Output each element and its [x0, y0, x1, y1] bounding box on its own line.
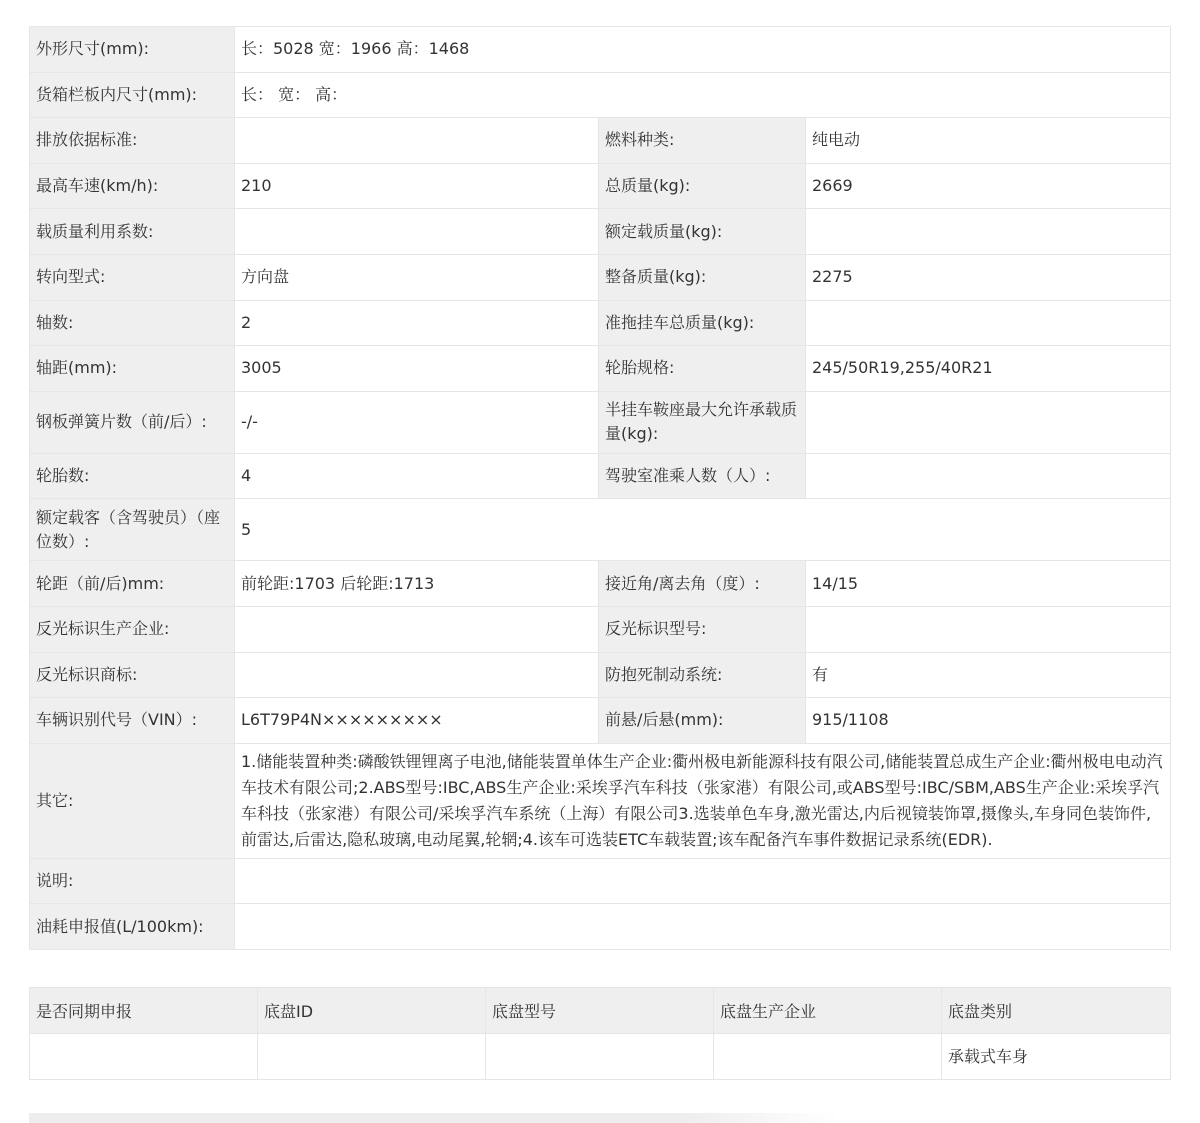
seats-label: 额定载客（含驾驶员）（座位数）: — [30, 499, 235, 561]
spec-row — [30, 453, 1171, 499]
wheelbase-label: 轴距(mm): — [30, 346, 235, 392]
chassis-row — [30, 1034, 1171, 1080]
spec-row — [30, 209, 1171, 255]
reflector-maker-value — [235, 606, 599, 652]
spec-row-dimensions — [30, 27, 1171, 73]
chassis-table — [29, 987, 1171, 1080]
vehicle-spec-table — [29, 26, 1171, 950]
tire-spec-value: 245/50R19,255/40R21 — [806, 346, 1171, 392]
tire-count-value: 4 — [235, 453, 599, 499]
emission-label: 排放依据标准: — [30, 118, 235, 164]
saddle-load-value — [806, 391, 1171, 453]
fuel-consumption-value — [235, 904, 1171, 950]
chassis-header: 底盘型号 — [486, 988, 714, 1034]
steering-label: 转向型式: — [30, 254, 235, 300]
cab-passengers-value — [806, 453, 1171, 499]
rated-load-label: 额定载质量(kg): — [599, 209, 806, 255]
chassis-cell — [486, 1034, 714, 1080]
other-label: 其它: — [30, 743, 235, 858]
tire-spec-label: 轮胎规格: — [599, 346, 806, 392]
leaf-spring-label: 钢板弹簧片数（前/后）: — [30, 391, 235, 453]
spec-row — [30, 561, 1171, 607]
overhang-label: 前悬/后悬(mm): — [599, 698, 806, 744]
chassis-header: 底盘类别 — [942, 988, 1171, 1034]
emission-value — [235, 118, 599, 164]
reflector-model-value — [806, 606, 1171, 652]
total-mass-label: 总质量(kg): — [599, 163, 806, 209]
horizontal-scrollbar[interactable] — [29, 1113, 839, 1123]
spec-row — [30, 163, 1171, 209]
spec-row — [30, 652, 1171, 698]
spec-row — [30, 904, 1171, 950]
curb-mass-label: 整备质量(kg): — [599, 254, 806, 300]
saddle-load-label: 半挂车鞍座最大允许承载质量(kg): — [599, 391, 806, 453]
track-value: 前轮距:1703 后轮距:1713 — [235, 561, 599, 607]
abs-value: 有 — [806, 652, 1171, 698]
chassis-cell — [714, 1034, 942, 1080]
load-coefficient-label: 载质量利用系数: — [30, 209, 235, 255]
rated-load-value — [806, 209, 1171, 255]
angle-label: 接近角/离去角（度）: — [599, 561, 806, 607]
reflector-brand-value — [235, 652, 599, 698]
chassis-header: 底盘生产企业 — [714, 988, 942, 1034]
track-label: 轮距（前/后)mm: — [30, 561, 235, 607]
chassis-cell: 承载式车身 — [942, 1034, 1171, 1080]
reflector-brand-label: 反光标识商标: — [30, 652, 235, 698]
dimensions-value: 长：5028 宽：1966 高：1468 — [235, 27, 1171, 73]
spec-row — [30, 858, 1171, 904]
wheelbase-value: 3005 — [235, 346, 599, 392]
reflector-model-label: 反光标识型号: — [599, 606, 806, 652]
fuel-consumption-label: 油耗申报值(L/100km): — [30, 904, 235, 950]
load-coefficient-value — [235, 209, 599, 255]
overhang-value: 915/1108 — [806, 698, 1171, 744]
note-value — [235, 858, 1171, 904]
spec-row — [30, 346, 1171, 392]
tire-count-label: 轮胎数: — [30, 453, 235, 499]
spec-row — [30, 254, 1171, 300]
spec-row — [30, 606, 1171, 652]
spec-row-cargo — [30, 72, 1171, 118]
spec-row — [30, 391, 1171, 453]
chassis-header: 底盘ID — [258, 988, 486, 1034]
vin-value: L6T79P4N××××××××× — [235, 698, 599, 744]
axle-count-label: 轴数: — [30, 300, 235, 346]
total-mass-value: 2669 — [806, 163, 1171, 209]
vin-label: 车辆识别代号（VIN）: — [30, 698, 235, 744]
spec-row-other — [30, 743, 1171, 858]
other-value: 1.储能装置种类:磷酸铁锂锂离子电池,储能装置单体生产企业:衢州极电新能源科技有限公司,储能装置总成生产企业:衢州极电电动汽车技术有限公司;2.ABS型号:IBC,ABS生产企业:采埃孚汽车科技（张家港）有限公司,或ABS型号:IBC/SBM,ABS生产企业:采埃孚汽车科技（张家港）有限公司/采埃孚汽车系统（上海）有限公司3.选装单色车身,激光雷达,内后视镜装饰罩,摄像头,车身同色装饰件,前雷达,后雷达,隐私玻璃,电动尾翼,轮辋;4.该车可选装ETC车载装置;该车配备汽车事件数据记录系统(EDR). — [235, 743, 1171, 858]
chassis-header: 是否同期申报 — [30, 988, 258, 1034]
curb-mass-value: 2275 — [806, 254, 1171, 300]
angle-value: 14/15 — [806, 561, 1171, 607]
spec-row — [30, 118, 1171, 164]
fuel-type-label: 燃料种类: — [599, 118, 806, 164]
cargo-size-label: 货箱栏板内尺寸(mm): — [30, 72, 235, 118]
trailer-mass-label: 准拖挂车总质量(kg): — [599, 300, 806, 346]
cab-passengers-label: 驾驶室准乘人数（人）: — [599, 453, 806, 499]
steering-value: 方向盘 — [235, 254, 599, 300]
trailer-mass-value — [806, 300, 1171, 346]
spec-row — [30, 698, 1171, 744]
seats-value: 5 — [235, 499, 1171, 561]
reflector-maker-label: 反光标识生产企业: — [30, 606, 235, 652]
fuel-type-value: 纯电动 — [806, 118, 1171, 164]
chassis-header-row — [30, 988, 1171, 1034]
spec-row — [30, 300, 1171, 346]
axle-count-value: 2 — [235, 300, 599, 346]
max-speed-value: 210 — [235, 163, 599, 209]
abs-label: 防抱死制动系统: — [599, 652, 806, 698]
max-speed-label: 最高车速(km/h): — [30, 163, 235, 209]
cargo-size-value: 长： 宽： 高： — [235, 72, 1171, 118]
note-label: 说明: — [30, 858, 235, 904]
chassis-cell — [258, 1034, 486, 1080]
chassis-cell — [30, 1034, 258, 1080]
leaf-spring-value: -/- — [235, 391, 599, 453]
spec-row — [30, 499, 1171, 561]
dimensions-label: 外形尺寸(mm): — [30, 27, 235, 73]
